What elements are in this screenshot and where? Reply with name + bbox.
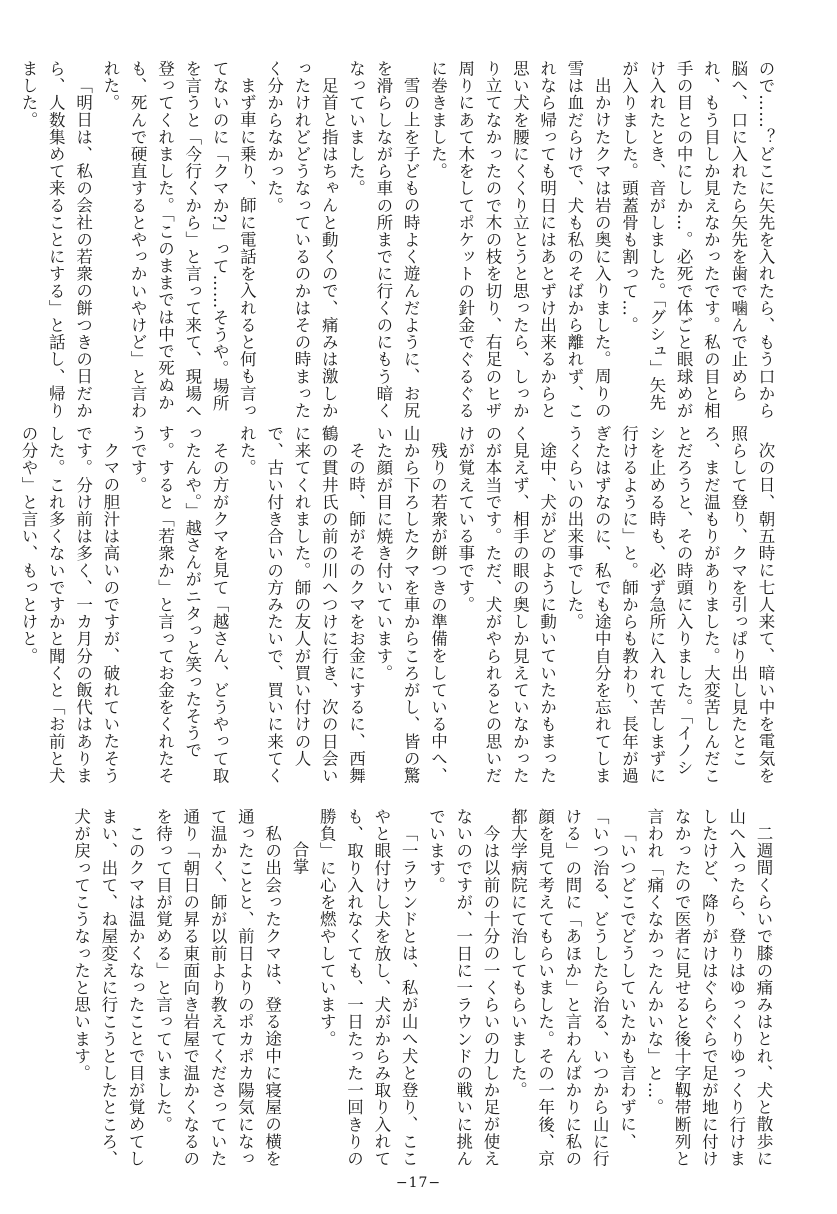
paragraph: 雪の上を子どもの時よく遊んだように、お尻を滑らしながら車の所までに行くのにもう暗くなっていました。 [346, 60, 421, 420]
paragraph: クマの胆汁は高いのですが、破れていたそうです。分け前は多く、一カ月分の飯代はありました。これ多くないですかと聞くと「お前と犬の分や」と言い、もっとけと。 [18, 425, 120, 785]
text-block-middle [18, 425, 779, 787]
closing-word: 合掌 [289, 841, 309, 876]
paragraph: 今は以前の十分の一くらいの力しか足が使えないのですが、一日に一ラウンドの戦いに挑んでいます。 [426, 808, 501, 1168]
paragraph: 途中、犬がどのように動いていたかもまったく見えず、相手の眼の奥しか見えていなかったのが本当です。ただ、犬がやられるとの思いだけが覚えている事です。 [455, 425, 557, 785]
paragraph: 「一ラウンドとは、私が山へ犬と登り、ここやと眼付けし犬を放し、犬がからみ取り入れても、取り入れなくても、一日たった一回きりの勝負」に心を燃やしています。 [317, 808, 419, 1168]
paragraph: 残りの若衆が餅つきの準備をしている中へ、山から下ろしたクマを車からころがし、皆の驚いた顔が目に焼き付いています。 [373, 425, 448, 785]
paragraph: 次の日、朝五時に七人来て、暗い中を電気を照らして登り、クマを引っぱり出し見たところ、まだ温もりがありました。大変苦しんだことだろうと、その時頭に入りました。「イノシシを止める時も、必ず急所に入れて苦しまずに行けるように」と。師からも教わり、長年が過ぎたはずなのに、私でも途中自分を忘れてしまうくらいの出来事でした。 [564, 425, 775, 785]
paragraph: その時、師がそのクマをお金にするに、西舞鶴の貫井氏の前の川へつけに行き、次の日会いに来てくれました。師の友人が買い付けの人で、古い付き合いの方みたいで、買いに来てくれた。 [237, 425, 366, 785]
paragraph: 私の出会ったクマは、登る途中に寝屋の横を通ったことと、前日よりのポカポカ陽気になって温かく、師が以前より教えてくださっていた通り「朝日の昇る東面向き岩屋で温かくなるのを待って目が覚める」と言っていました。 [153, 808, 282, 1168]
paragraph: 出かけたクマは岩の奥に入りました。周りの雪は血だらけで、犬も私のそばから離れず、これなら帰っても明日にはあとずけ出来るからと思い犬を腰にくくり立とうと思ったら、しっかり立てなかったので木の枝を切り、右足のヒザ周りにあて木をしてポケットの針金でぐるぐるに巻きました。 [428, 60, 612, 420]
text-block-bottom [47, 808, 777, 1168]
text-block-top [18, 60, 779, 420]
paragraph: 「明日は、私の会社の若衆の餅つきの日だから、人数集めて来ることにする」と話し、帰りました。 [18, 60, 93, 420]
paragraph: その方がクマを見て「越さん、どうやって取ったんや。」越さんがニタっと笑ったそうです。すると「若衆か」と言ってお金をくれたそうです。 [128, 425, 230, 785]
page-number: −17− [395, 1175, 442, 1191]
paragraph: 足首と指はちゃんと動くので、痛みは激しかったけれどどうなっているのかはその時まったく分からなかった。 [264, 60, 339, 420]
paragraph: 「いつどこでどうしていたかも言わずに、「いつ治る、どうしたら治る、いつから山に行ける」の問に「あほか」と言わんばかりに私の顔を見て考えてもらいました。その一年後、京都大学病院にて治してもらいました。 [508, 808, 637, 1168]
paragraph: まず車に乗り、師に電話を入れると何も言ってないのに「クマか?」って……そうや。場所を言うと「今行くから」と言って来て、現場へ登ってくれました。「このままでは中で死ぬかも、死んで硬直するとやっかいやけど」と言われた。 [100, 60, 257, 420]
paragraph: ので……？どこに矢先を入れたら、もう口から脳へ、口に入れたら矢先を歯で噛んで止められ、もう目しか見えなかったです。私の目と相手の目との中にしか…。必死で体ごと眼球めがけ入れたとき、音がしました。「グシュ」矢先が入りました。頭蓋骨も割って…。 [619, 60, 775, 420]
paragraph: このクマは温かくなったことで目が覚めてしまい、出て、ね屋変えに行こうとしたところ、犬が戻ってこうなったと思います。 [71, 808, 146, 1168]
paragraph: 二週間くらいで膝の痛みはとれ、犬と散歩に山へ入ったら、登りはゆっくりゆっくり行けましたけど、降りがけはぐらぐらで足が地に付けなかったので医者に見せると後十字靱帯断列と言われ「痛くなかったんかいな」と…。 [644, 808, 773, 1168]
